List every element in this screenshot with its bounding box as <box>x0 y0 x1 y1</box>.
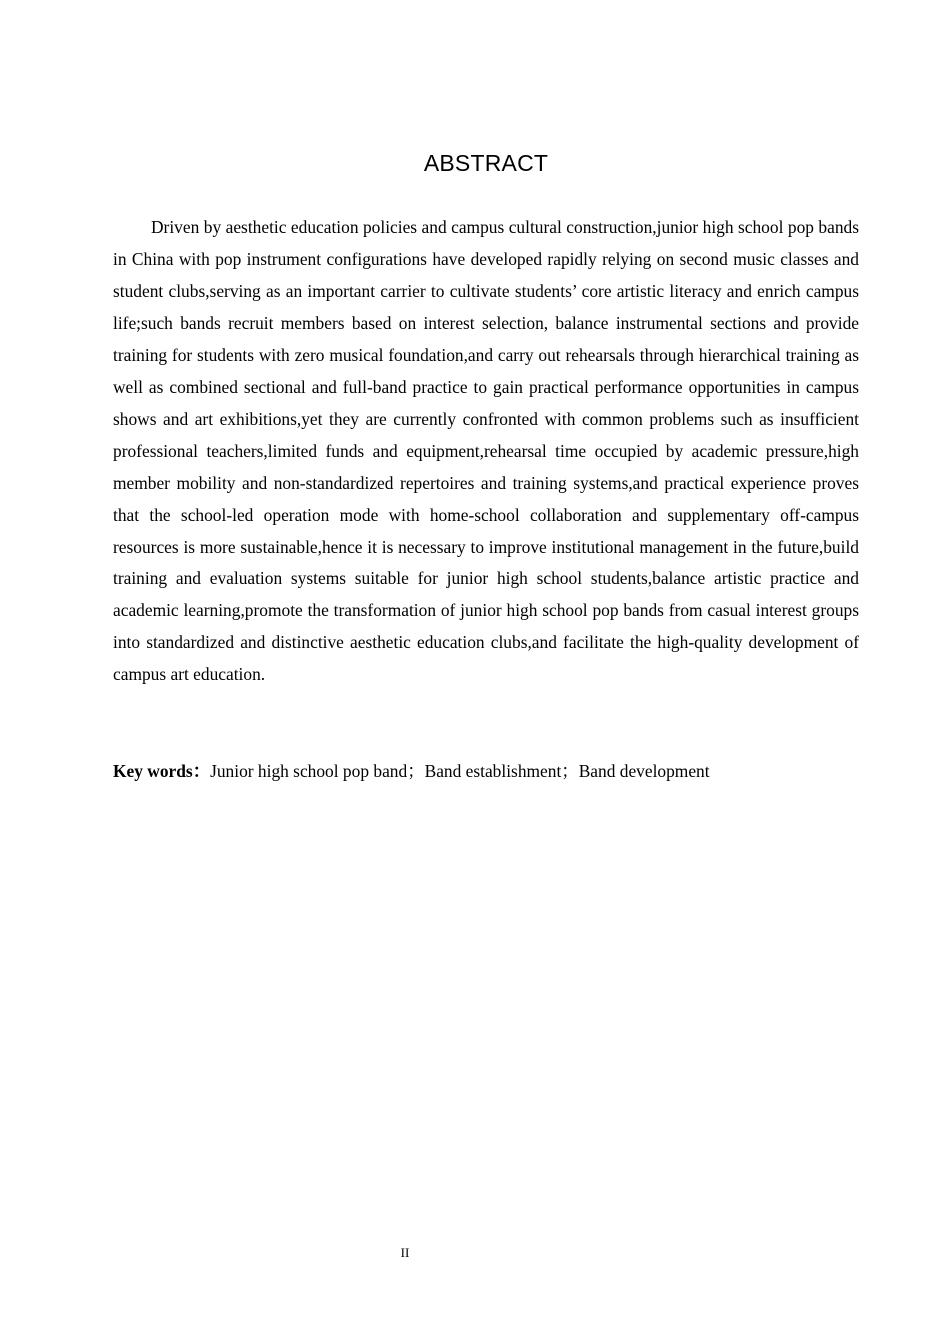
keywords-line <box>113 756 859 786</box>
keywords-label: Key words： <box>113 761 211 781</box>
keyword-separator: ； <box>561 761 579 781</box>
keyword-item: Band development <box>578 761 710 781</box>
abstract-body: Driven by aesthetic education policies and campus cultural construction,junior high school pop bands in China with pop instrument configurations have developed rapidly relying on second music classes and student clubs,serving as an important carrier to cultivate students’ core artistic literacy and enrich campus life;such bands recruit members based on interest selection, balance instrumental sections and provide training for students with zero musical foundation,and carry out rehearsals through hierarchical training as well as combined sectional and full-band practice to gain practical performance opportunities in campus shows and art exhibitions,yet they are currently confronted with common problems such as insufficient professional teachers,limited funds and equipment,rehearsal time occupied by academic pressure,high member mobility and non-standardized repertoires and training systems,and practical experience proves that the school-led operation mode with home-school collaboration and supplementary off-campus resources is more sustainable,hence it is necessary to improve institutional management in the future,build training and evaluation systems suitable for junior high school students,balance artistic practice and academic learning,promote the transformation of junior high school pop bands from casual interest groups into standardized and distinctive aesthetic education clubs,and facilitate the high-quality development of campus art education. <box>113 217 859 685</box>
page-number: II <box>400 1245 410 1260</box>
abstract-title: ABSTRACT <box>423 150 549 176</box>
keyword-separator: ； <box>407 761 425 781</box>
keyword-item: Junior high school pop band <box>210 761 408 781</box>
keyword-item: Band establishment <box>424 761 562 781</box>
